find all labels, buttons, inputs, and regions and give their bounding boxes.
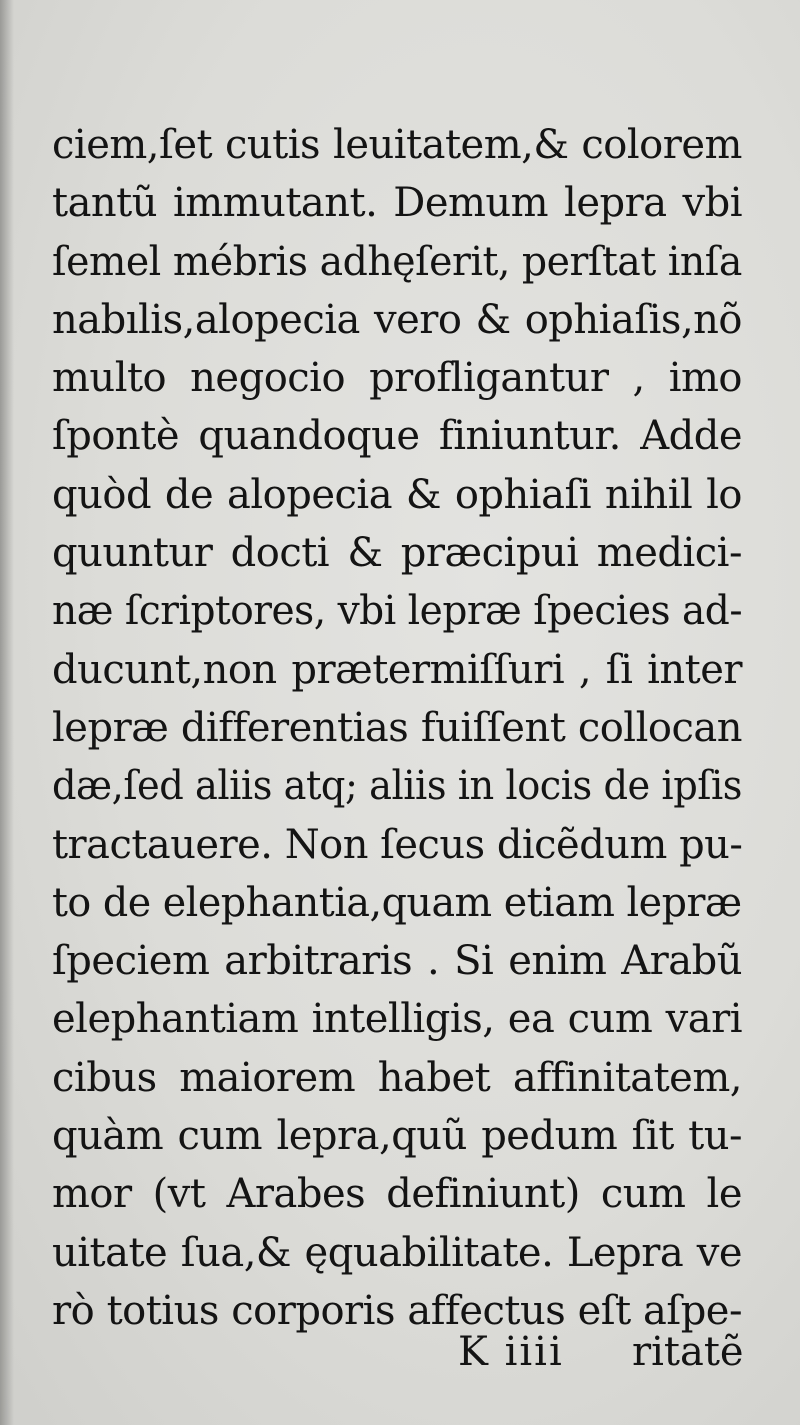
catchword: ritatẽ (632, 1329, 744, 1375)
text-line: dæ,ſed aliis atq; aliis in locis de ipſis (52, 763, 742, 810)
text-line: to de elephantia,quam etiam lepræ (52, 879, 742, 926)
text-line: ſpontè quandoque finiuntur. Adde (52, 413, 742, 460)
text-line: ſemel mébris adhęſerit, perſtat inſa (52, 238, 742, 285)
text-line: tantũ immutant. Demum lepra vbi (52, 180, 742, 227)
text-line: nabılis,alopecia vero & ophiaſis,nõ (52, 296, 742, 343)
text-line: quòd de alopecia & ophiaſi nihil lo (52, 471, 742, 518)
text-line: lepræ differentias fuiſſent collocan (52, 704, 742, 751)
text-line: ciem,ſet cutis leuitatem,& colorem (52, 122, 742, 168)
text-line: rò totius corporis affectus eſt aſpe- (52, 1287, 742, 1334)
page-gutter-shadow (0, 0, 14, 1425)
text-line: næ ſcriptores, vbi lepræ ſpecies ad- (52, 588, 743, 635)
page-footer (0, 1322, 800, 1382)
text-line: ſpeciem arbitraris . Si enim Arabũ (52, 938, 742, 985)
text-line: quuntur docti & præcipui medici- (52, 530, 742, 577)
text-line: ducunt,non prætermiſſuri , ſi inter (52, 646, 742, 693)
body-text (52, 116, 742, 1340)
text-line: quàm cum lepra,quũ pedum ſit tu- (52, 1113, 742, 1160)
text-line: multo negocio profligantur , imo (52, 355, 742, 402)
text-line: elephantiam intelligis, ea cum vari (52, 996, 742, 1043)
text-line: mor (vt Arabes definiunt) cum le (52, 1171, 742, 1218)
text-line: tractauere. Non ſecus dicẽdum pu- (52, 821, 743, 868)
text-line: cibus maiorem habet affinitatem, (52, 1054, 742, 1101)
signature-mark: K iiii (458, 1329, 564, 1375)
text-line: uitate ſua,& ęquabilitate. Lepra ve (52, 1229, 742, 1276)
